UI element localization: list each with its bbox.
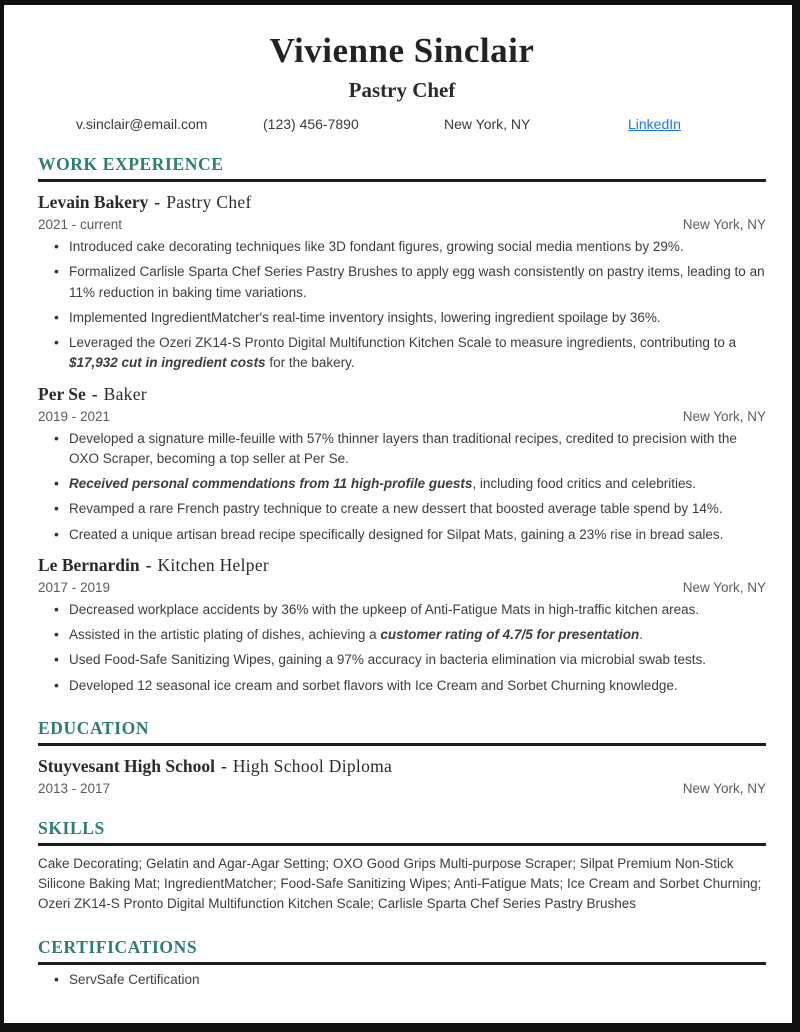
education-heading: EDUCATION [38, 718, 766, 746]
education-location: New York, NY [682, 780, 766, 796]
job-role: Pastry Chef [166, 192, 252, 212]
job-entry [38, 384, 766, 545]
section-certifications [38, 937, 766, 990]
education-dates: 2013 - 2017 [38, 780, 111, 796]
job-dates: 2021 - current [38, 217, 123, 232]
bullet-text: Developed 12 seasonal ice cream and sorbet flavors with Ice Cream and Sorbet Churning knowledge. [69, 677, 678, 693]
certifications-heading: CERTIFICATIONS [38, 937, 766, 965]
contact-phone: (123) 456-7890 [263, 116, 359, 132]
job-bullet [69, 262, 766, 303]
job-dates: 2017 - 2019 [38, 579, 111, 595]
header [38, 31, 766, 132]
job-bullet [69, 308, 766, 328]
bullet-text: Created a unique artisan bread recipe specifically designed for Silpat Mats, gaining a 23% rise in bread sales. [69, 526, 724, 542]
job-bullets [38, 429, 766, 545]
job-separator: - [91, 383, 98, 404]
job-bullet [69, 429, 766, 470]
job-location: New York, NY [682, 579, 766, 595]
work-heading: WORK EXPERIENCE [38, 154, 766, 182]
section-education [38, 718, 766, 796]
job-role: Baker [103, 383, 147, 404]
education-entry [38, 756, 766, 796]
bullet-text: Used Food-Safe Sanitizing Wipes, gaining a 97% accuracy in bacteria elimination via microbial swab tests. [69, 652, 707, 668]
job-meta [38, 409, 766, 424]
job-bullet [69, 676, 766, 696]
job-company: Per Se [38, 383, 86, 404]
education-meta [38, 781, 766, 796]
candidate-name: Vivienne Sinclair [269, 31, 535, 70]
certification-item: • ServSafe Certification [69, 970, 766, 990]
job-title-line [38, 555, 766, 576]
bullet-emphasis-text: Received personal commendations from 11 high-profile guests [69, 476, 473, 491]
skills-text: Cake Decorating; Gelatin and Agar-Agar Setting; OXO Good Grips Multi-purpose Scraper; Silpat Premium Non-Stick Silicone Baking Mat; IngredientMatcher; Food-Safe Sanitizing Wipes; Anti-Fatigue Mats; Ice Cream and Sorbet Churning; Ozeri ZK14-S Pronto Digital Multifunction Kitchen Scale; Carlisle Sparta Chef Series Pastry Brushes [38, 855, 762, 912]
job-bullet [69, 600, 766, 620]
job-bullet [69, 525, 766, 545]
bullet-text: Leveraged the Ozeri ZK14-S Pronto Digital Multifunction Kitchen Scale to measure ingredients, contributing to a [69, 335, 737, 350]
bullet-emphasis-text: $17,932 cut in ingredient costs [69, 355, 266, 371]
bullet-text: Introduced cake decorating techniques like 3D fondant figures, growing social media mentions by 29%. [69, 239, 684, 254]
bullet-text: Assisted in the artistic plating of dishes, achieving a [69, 627, 381, 642]
job-separator: - [145, 554, 152, 575]
bullet-text: for the bakery. [265, 355, 355, 371]
job-company: Levain Bakery [38, 192, 149, 212]
job-entry [38, 555, 766, 696]
education-separator: - [220, 755, 227, 776]
section-work [38, 154, 766, 696]
job-bullet [69, 499, 766, 519]
job-bullet [69, 650, 766, 670]
section-skills [38, 818, 766, 915]
skills-heading: SKILLS [38, 818, 766, 846]
linkedin-link[interactable]: LinkedIn [628, 116, 681, 132]
degree: High School Diploma [232, 755, 393, 776]
job-bullet [69, 333, 766, 374]
contact-location: New York, NY [444, 116, 531, 132]
job-separator: - [154, 192, 161, 212]
bullet-text: Implemented IngredientMatcher's real-time inventory insights, lowering ingredient spoilage by 36%. [69, 309, 661, 325]
job-bullet [69, 237, 766, 257]
job-meta [38, 217, 766, 232]
job-bullets [38, 237, 766, 374]
job-meta [38, 580, 766, 595]
contact-row [76, 116, 766, 132]
job-entry [38, 192, 766, 374]
school-name: Stuyvesant High School [38, 755, 215, 776]
job-dates: 2019 - 2021 [38, 408, 111, 424]
job-title-line [38, 384, 766, 405]
certification-list [38, 970, 766, 990]
bullet-text: , including food critics and celebrities. [472, 476, 696, 491]
job-location: New York, NY [682, 408, 766, 424]
candidate-title: Pastry Chef [348, 78, 456, 102]
job-bullet [69, 625, 766, 645]
job-role: Kitchen Helper [157, 554, 270, 575]
job-title-line [38, 192, 766, 213]
bullet-text: Formalized Carlisle Sparta Chef Series Pastry Brushes to apply egg wash consistently on pastry items, leading to an 11% reduction in baking time variations. [69, 264, 765, 300]
job-list [38, 192, 766, 696]
education-title-line [38, 756, 766, 777]
bullet-text: Developed a signature mille-feuille with 57% thinner layers than traditional recipes, credited to precision with the OXO Scraper, becoming a top seller at Per Se. [69, 430, 737, 466]
job-bullet [69, 474, 766, 494]
job-bullets [38, 600, 766, 696]
bullet-text: Revamped a rare French pastry technique to create a new dessert that boosted average table spend by 14%. [69, 501, 723, 517]
contact-email: v.sinclair@email.com [76, 116, 208, 132]
bullet-text: . [639, 627, 643, 642]
bullet-emphasis-text: customer rating of 4.7/5 for presentation [380, 627, 640, 642]
bullet-text: Decreased workplace accidents by 36% with the upkeep of Anti-Fatigue Mats in high-traffic kitchen areas. [69, 601, 700, 617]
job-company: Le Bernardin [38, 554, 140, 575]
job-location: New York, NY [682, 217, 766, 232]
